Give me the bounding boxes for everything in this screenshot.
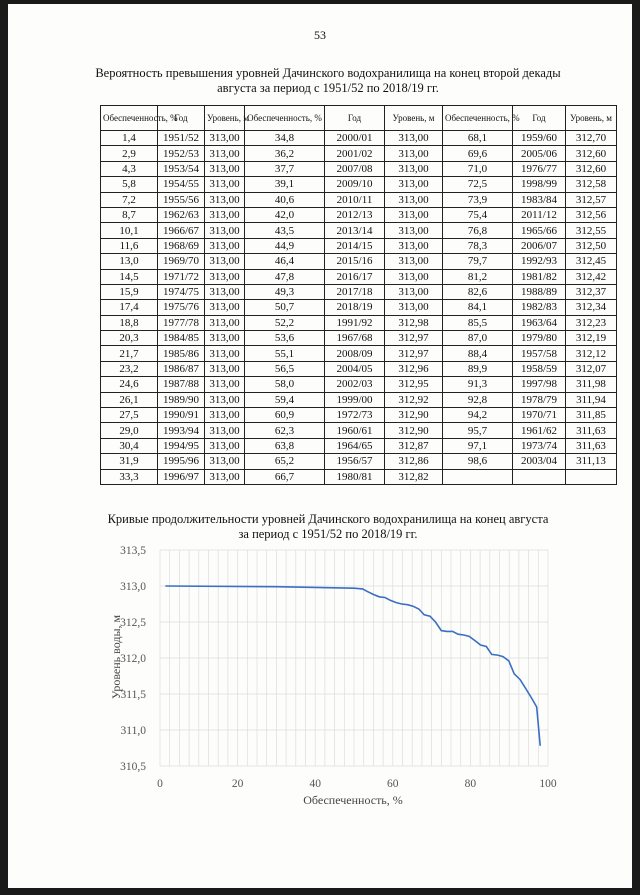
table-cell: 313,00 bbox=[385, 269, 443, 284]
x-tick-label: 0 bbox=[157, 778, 163, 790]
table-cell: 15,9 bbox=[101, 284, 158, 299]
table-cell: 89,9 bbox=[443, 361, 513, 376]
table-cell: 1992/93 bbox=[513, 254, 566, 269]
y-tick-label: 312,5 bbox=[120, 617, 146, 629]
table-cell: 82,6 bbox=[443, 284, 513, 299]
table-cell: 1,4 bbox=[101, 131, 158, 146]
y-tick-label: 312,0 bbox=[120, 653, 146, 665]
table-title-line-2: августа за период с 1951/52 по 2018/19 гг. bbox=[217, 81, 439, 95]
table-cell: 2007/08 bbox=[325, 161, 385, 176]
table-cell: 312,58 bbox=[566, 177, 617, 192]
table-cell: 1971/72 bbox=[158, 269, 205, 284]
table-cell: 313,00 bbox=[205, 269, 245, 284]
table-cell: 2005/06 bbox=[513, 146, 566, 161]
table-cell: 1975/76 bbox=[158, 300, 205, 315]
table-cell: 313,00 bbox=[205, 392, 245, 407]
table-cell: 312,98 bbox=[385, 315, 443, 330]
table-cell: 311,63 bbox=[566, 438, 617, 453]
table-cell: 1970/71 bbox=[513, 408, 566, 423]
table-cell: 23,2 bbox=[101, 361, 158, 376]
table-cell: 313,00 bbox=[205, 207, 245, 222]
table-cell: 1978/79 bbox=[513, 392, 566, 407]
table-cell: 312,87 bbox=[385, 438, 443, 453]
table-cell: 312,07 bbox=[566, 361, 617, 376]
header-cell: Обеспеченность, % bbox=[101, 106, 158, 131]
table-cell: 313,00 bbox=[205, 423, 245, 438]
table-cell: 1981/82 bbox=[513, 269, 566, 284]
table-cell: 1985/86 bbox=[158, 346, 205, 361]
table-cell: 312,95 bbox=[385, 377, 443, 392]
table-cell: 2013/14 bbox=[325, 223, 385, 238]
table-cell: 313,00 bbox=[385, 207, 443, 222]
table-cell: 29,0 bbox=[101, 423, 158, 438]
table-cell: 95,7 bbox=[443, 423, 513, 438]
table-cell: 1968/69 bbox=[158, 238, 205, 253]
table-cell: 1999/00 bbox=[325, 392, 385, 407]
table-cell: 1962/63 bbox=[158, 207, 205, 222]
table-cell: 313,00 bbox=[205, 361, 245, 376]
header-cell: Обеспеченность, % bbox=[245, 106, 325, 131]
table-cell: 33,3 bbox=[101, 469, 158, 484]
table-cell: 26,1 bbox=[101, 392, 158, 407]
table-cell: 313,00 bbox=[205, 408, 245, 423]
table-cell: 313,00 bbox=[385, 192, 443, 207]
table-cell: 59,4 bbox=[245, 392, 325, 407]
page-number: 53 bbox=[314, 28, 326, 42]
table-cell: 5,8 bbox=[101, 177, 158, 192]
table-cell: 312,96 bbox=[385, 361, 443, 376]
table-cell: 313,00 bbox=[385, 284, 443, 299]
table-cell: 1980/81 bbox=[325, 469, 385, 484]
table-cell: 81,2 bbox=[443, 269, 513, 284]
table-cell: 69,6 bbox=[443, 146, 513, 161]
y-tick-label: 311,5 bbox=[120, 689, 146, 701]
table-cell: 313,00 bbox=[205, 346, 245, 361]
table-cell: 72,5 bbox=[443, 177, 513, 192]
table-cell: 313,00 bbox=[205, 177, 245, 192]
table-cell: 1964/65 bbox=[325, 438, 385, 453]
table-cell: 36,2 bbox=[245, 146, 325, 161]
table-cell: 313,00 bbox=[205, 284, 245, 299]
table-cell: 313,00 bbox=[385, 131, 443, 146]
table-cell: 312,70 bbox=[566, 131, 617, 146]
table-cell: 92,8 bbox=[443, 392, 513, 407]
table-cell: 312,97 bbox=[385, 331, 443, 346]
table-cell: 312,60 bbox=[566, 161, 617, 176]
table-cell: 8,7 bbox=[101, 207, 158, 222]
table-cell: 1984/85 bbox=[158, 331, 205, 346]
table-cell: 313,00 bbox=[385, 223, 443, 238]
table-cell: 63,8 bbox=[245, 438, 325, 453]
table-cell: 313,00 bbox=[205, 377, 245, 392]
table-cell: 58,0 bbox=[245, 377, 325, 392]
table-cell: 1996/97 bbox=[158, 469, 205, 484]
table-cell: 1965/66 bbox=[513, 223, 566, 238]
table-cell: 1957/58 bbox=[513, 346, 566, 361]
table-cell: 1969/70 bbox=[158, 254, 205, 269]
table-cell: 312,86 bbox=[385, 454, 443, 469]
header-cell: Год bbox=[158, 106, 205, 131]
table-cell: 312,34 bbox=[566, 300, 617, 315]
table-cell: 1997/98 bbox=[513, 377, 566, 392]
table-cell: 1953/54 bbox=[158, 161, 205, 176]
table-cell: 312,60 bbox=[566, 146, 617, 161]
table-cell: 21,7 bbox=[101, 346, 158, 361]
table-cell: 1989/90 bbox=[158, 392, 205, 407]
table-cell: 24,6 bbox=[101, 377, 158, 392]
table-cell: 44,9 bbox=[245, 238, 325, 253]
chart-title-line-2: за период с 1951/52 по 2018/19 гг. bbox=[238, 527, 418, 541]
chart-grid bbox=[160, 550, 548, 766]
table-cell: 88,4 bbox=[443, 346, 513, 361]
table-cell: 49,3 bbox=[245, 284, 325, 299]
table-cell: 2006/07 bbox=[513, 238, 566, 253]
table-cell: 4,3 bbox=[101, 161, 158, 176]
table-cell: 76,8 bbox=[443, 223, 513, 238]
table-cell: 1966/67 bbox=[158, 223, 205, 238]
table-cell: 2003/04 bbox=[513, 454, 566, 469]
table-cell: 312,19 bbox=[566, 331, 617, 346]
table-cell: 311,98 bbox=[566, 377, 617, 392]
table-cell: 79,7 bbox=[443, 254, 513, 269]
table-cell: 34,8 bbox=[245, 131, 325, 146]
table-cell: 11,6 bbox=[101, 238, 158, 253]
table-cell: 313,00 bbox=[205, 438, 245, 453]
y-tick-label: 311,0 bbox=[120, 725, 146, 737]
table-cell: 55,1 bbox=[245, 346, 325, 361]
y-axis-label: Уровень воды, м bbox=[109, 614, 123, 700]
table-cell: 78,3 bbox=[443, 238, 513, 253]
table-cell: 87,0 bbox=[443, 331, 513, 346]
table-cell: 30,4 bbox=[101, 438, 158, 453]
table-cell: 1982/83 bbox=[513, 300, 566, 315]
header-cell: Уровень, м bbox=[385, 106, 443, 131]
table-cell: 1958/59 bbox=[513, 361, 566, 376]
table-cell: 94,2 bbox=[443, 408, 513, 423]
table-cell: 313,00 bbox=[205, 331, 245, 346]
table-cell: 46,4 bbox=[245, 254, 325, 269]
table-cell: 312,97 bbox=[385, 346, 443, 361]
table-cell: 1951/52 bbox=[158, 131, 205, 146]
table-cell: 2009/10 bbox=[325, 177, 385, 192]
header-cell: Год bbox=[325, 106, 385, 131]
table-cell: 13,0 bbox=[101, 254, 158, 269]
table-cell: 43,5 bbox=[245, 223, 325, 238]
table-cell: 311,63 bbox=[566, 423, 617, 438]
table-cell: 1961/62 bbox=[513, 423, 566, 438]
table-cell: 312,23 bbox=[566, 315, 617, 330]
x-tick-labels bbox=[157, 778, 557, 790]
table-cell: 1976/77 bbox=[513, 161, 566, 176]
table-cell: 60,9 bbox=[245, 408, 325, 423]
y-tick-label: 310,5 bbox=[120, 761, 146, 773]
table-cell: 14,5 bbox=[101, 269, 158, 284]
header-cell: Уровень, м bbox=[205, 106, 245, 131]
table-cell: 2000/01 bbox=[325, 131, 385, 146]
table-cell: 312,90 bbox=[385, 408, 443, 423]
table-cell: 42,0 bbox=[245, 207, 325, 222]
table-cell: 313,00 bbox=[205, 238, 245, 253]
table-cell: 47,8 bbox=[245, 269, 325, 284]
table-cell: 85,5 bbox=[443, 315, 513, 330]
table-cell: 312,57 bbox=[566, 192, 617, 207]
table-cell: 2016/17 bbox=[325, 269, 385, 284]
y-tick-labels bbox=[120, 545, 146, 773]
table-cell: 312,92 bbox=[385, 392, 443, 407]
table-cell: 313,00 bbox=[205, 223, 245, 238]
table-cell: 1998/99 bbox=[513, 177, 566, 192]
table-cell: 1977/78 bbox=[158, 315, 205, 330]
table-cell: 2004/05 bbox=[325, 361, 385, 376]
table-cell: 56,5 bbox=[245, 361, 325, 376]
table-cell: 75,4 bbox=[443, 207, 513, 222]
table-cell: 312,50 bbox=[566, 238, 617, 253]
table-cell: 313,00 bbox=[205, 469, 245, 484]
table-cell: 40,6 bbox=[245, 192, 325, 207]
header-cell: Год bbox=[513, 106, 566, 131]
table-cell: 313,00 bbox=[385, 177, 443, 192]
table-cell: 18,8 bbox=[101, 315, 158, 330]
table-cell: 66,7 bbox=[245, 469, 325, 484]
table-cell: 2015/16 bbox=[325, 254, 385, 269]
table-cell: 313,00 bbox=[205, 131, 245, 146]
table-cell: 1994/95 bbox=[158, 438, 205, 453]
table-cell: 1983/84 bbox=[513, 192, 566, 207]
table-cell: 312,37 bbox=[566, 284, 617, 299]
table-cell: 20,3 bbox=[101, 331, 158, 346]
table-cell: 1959/60 bbox=[513, 131, 566, 146]
table-cell: 73,9 bbox=[443, 192, 513, 207]
table-cell: 91,3 bbox=[443, 377, 513, 392]
table-cell: 313,00 bbox=[385, 300, 443, 315]
table-cell: 312,45 bbox=[566, 254, 617, 269]
table-cell: 312,56 bbox=[566, 207, 617, 222]
table-cell: 7,2 bbox=[101, 192, 158, 207]
table-cell: 313,00 bbox=[205, 300, 245, 315]
table-cell: 2002/03 bbox=[325, 377, 385, 392]
x-tick-label: 20 bbox=[231, 778, 244, 790]
table-cell: 312,55 bbox=[566, 223, 617, 238]
table-cell: 37,7 bbox=[245, 161, 325, 176]
table-cell: 98,6 bbox=[443, 454, 513, 469]
table-cell: 50,7 bbox=[245, 300, 325, 315]
table-cell: 312,42 bbox=[566, 269, 617, 284]
table-cell: 84,1 bbox=[443, 300, 513, 315]
x-tick-label: 60 bbox=[387, 778, 399, 790]
table-cell: 17,4 bbox=[101, 300, 158, 315]
table-cell: 1954/55 bbox=[158, 177, 205, 192]
table-title-line-1: Вероятность превышения уровней Дачинского водохранилища на конец второй декады bbox=[95, 66, 561, 80]
table-cell: 312,12 bbox=[566, 346, 617, 361]
table-cell: 1952/53 bbox=[158, 146, 205, 161]
table-cell: 1991/92 bbox=[325, 315, 385, 330]
table-cell: 313,00 bbox=[385, 254, 443, 269]
table-cell: 68,1 bbox=[443, 131, 513, 146]
x-tick-label: 40 bbox=[309, 778, 321, 790]
table-cell: 2018/19 bbox=[325, 300, 385, 315]
table-cell: 1973/74 bbox=[513, 438, 566, 453]
header-cell: Уровень, м bbox=[566, 106, 617, 131]
table-cell: 2017/18 bbox=[325, 284, 385, 299]
table-cell: 2001/02 bbox=[325, 146, 385, 161]
table-cell: 62,3 bbox=[245, 423, 325, 438]
table-cell: 2012/13 bbox=[325, 207, 385, 222]
table-cell: 1979/80 bbox=[513, 331, 566, 346]
table-cell: 27,5 bbox=[101, 408, 158, 423]
table-cell: 1993/94 bbox=[158, 423, 205, 438]
table-cell: 313,00 bbox=[385, 161, 443, 176]
table-cell: 313,00 bbox=[205, 192, 245, 207]
table-cell: 1960/61 bbox=[325, 423, 385, 438]
table-cell: 312,90 bbox=[385, 423, 443, 438]
table-cell: 1987/88 bbox=[158, 377, 205, 392]
table-cell: 39,1 bbox=[245, 177, 325, 192]
table-cell: 311,13 bbox=[566, 454, 617, 469]
y-tick-label: 313,5 bbox=[120, 545, 146, 557]
table-cell: 313,00 bbox=[205, 161, 245, 176]
table-cell: 312,82 bbox=[385, 469, 443, 484]
y-tick-label: 313,0 bbox=[120, 581, 146, 593]
table-cell: 1986/87 bbox=[158, 361, 205, 376]
table-cell: 313,00 bbox=[205, 315, 245, 330]
table-cell: 1967/68 bbox=[325, 331, 385, 346]
table-cell: 1990/91 bbox=[158, 408, 205, 423]
table-cell: 1956/57 bbox=[325, 454, 385, 469]
table-cell: 31,9 bbox=[101, 454, 158, 469]
table-cell: 2011/12 bbox=[513, 207, 566, 222]
header-cell: Обеспеченность, % bbox=[443, 106, 513, 131]
x-tick-label: 100 bbox=[539, 778, 557, 790]
table-cell: 311,85 bbox=[566, 408, 617, 423]
table-cell: 1963/64 bbox=[513, 315, 566, 330]
table-cell: 313,00 bbox=[385, 146, 443, 161]
table-cell: 2014/15 bbox=[325, 238, 385, 253]
table-cell: 313,00 bbox=[205, 454, 245, 469]
table-cell: 53,6 bbox=[245, 331, 325, 346]
table-cell: 311,94 bbox=[566, 392, 617, 407]
table-cell: 313,00 bbox=[205, 146, 245, 161]
table-cell: 52,2 bbox=[245, 315, 325, 330]
table-cell: 1955/56 bbox=[158, 192, 205, 207]
table-cell: 71,0 bbox=[443, 161, 513, 176]
table-cell: 65,2 bbox=[245, 454, 325, 469]
table-cell: 1974/75 bbox=[158, 284, 205, 299]
chart-title-line-1: Кривые продолжительности уровней Дачинского водохранилища на конец августа bbox=[107, 512, 549, 526]
table-cell: 2008/09 bbox=[325, 346, 385, 361]
table-cell: 10,1 bbox=[101, 223, 158, 238]
table-cell: 2010/11 bbox=[325, 192, 385, 207]
x-tick-label: 80 bbox=[464, 778, 477, 790]
table-cell: 313,00 bbox=[385, 238, 443, 253]
x-axis-label: Обеспеченность, % bbox=[303, 793, 403, 807]
level-curve-line bbox=[165, 586, 540, 746]
table-cell: 2,9 bbox=[101, 146, 158, 161]
table-cell: 97,1 bbox=[443, 438, 513, 453]
table-cell: 313,00 bbox=[205, 254, 245, 269]
table-cell: 1988/89 bbox=[513, 284, 566, 299]
table-cell: 1972/73 bbox=[325, 408, 385, 423]
table-cell: 1995/96 bbox=[158, 454, 205, 469]
